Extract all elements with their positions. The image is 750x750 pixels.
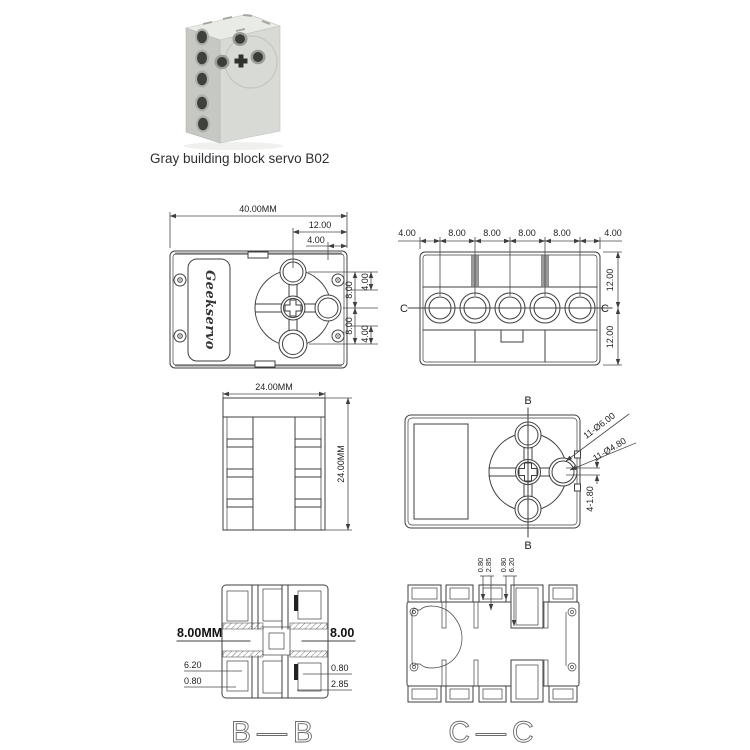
section-label-c-left: C	[400, 303, 408, 315]
callout-hole-inner: 11-Ø4.80	[591, 435, 628, 464]
dim-right-4-bottom: 4.00	[360, 325, 370, 343]
product-photo	[183, 14, 283, 150]
front-view-drawing	[223, 382, 352, 530]
dim-top-0: 4.00	[398, 228, 416, 238]
dim-285: 2.85	[331, 679, 349, 689]
callout-axle-slot: 4-1.80	[585, 486, 595, 512]
callout-hole-outer: 11-Ø6.00	[581, 410, 617, 441]
dim-overall-width: 40.00MM	[239, 204, 277, 214]
dim-cc-1: 2.85	[484, 557, 493, 573]
section-cc-label: C—C	[448, 716, 540, 749]
section-label-b-bottom: B	[524, 540, 532, 552]
dim-24-width: 24.00MM	[255, 382, 293, 392]
dim-right-12-bottom: 12.00	[605, 325, 615, 349]
dim-080-left: 0.80	[184, 676, 202, 686]
section-cc-drawing	[407, 558, 579, 749]
top-view-drawing	[170, 204, 378, 368]
dim-top-2: 8.00	[483, 228, 501, 238]
bottom-view-drawing	[405, 395, 636, 552]
dim-bore-right: 8.00	[330, 626, 355, 640]
product-caption: Gray building block servo B02	[150, 151, 330, 166]
dim-cc-0: 0.80	[476, 557, 485, 573]
dim-right-4-top: 4.00	[360, 273, 370, 291]
section-label-b-top: B	[524, 395, 532, 407]
dim-top-4: 8.00	[553, 228, 571, 238]
dim-top-1: 8.00	[448, 228, 466, 238]
photo-shadow	[183, 142, 283, 150]
side-view-drawing	[398, 228, 622, 365]
dim-top-3: 8.00	[518, 228, 536, 238]
dim-top-5: 4.00	[604, 228, 622, 238]
brand-logo-text: Geekservo	[202, 270, 217, 350]
dim-620: 6.20	[184, 660, 202, 670]
section-bb-drawing	[177, 585, 355, 749]
dim-right-12-top: 12.00	[605, 268, 615, 292]
dim-12: 12.00	[308, 220, 332, 230]
dim-right-8-bottom: 8.00	[344, 317, 354, 335]
dim-4: 4.00	[307, 235, 325, 245]
dim-cc-2: 0.80	[499, 557, 508, 573]
dim-080-right: 0.80	[331, 663, 349, 673]
dim-24-height: 24.00MM	[336, 445, 346, 483]
dim-cc-3: 6.20	[507, 557, 516, 573]
dim-bore-left: 8.00MM	[177, 626, 223, 640]
section-bb-label: B—B	[230, 716, 320, 749]
dim-right-8-top: 8.00	[344, 281, 354, 299]
section-label-c-right: C	[601, 303, 609, 315]
block-front-face	[220, 26, 280, 143]
